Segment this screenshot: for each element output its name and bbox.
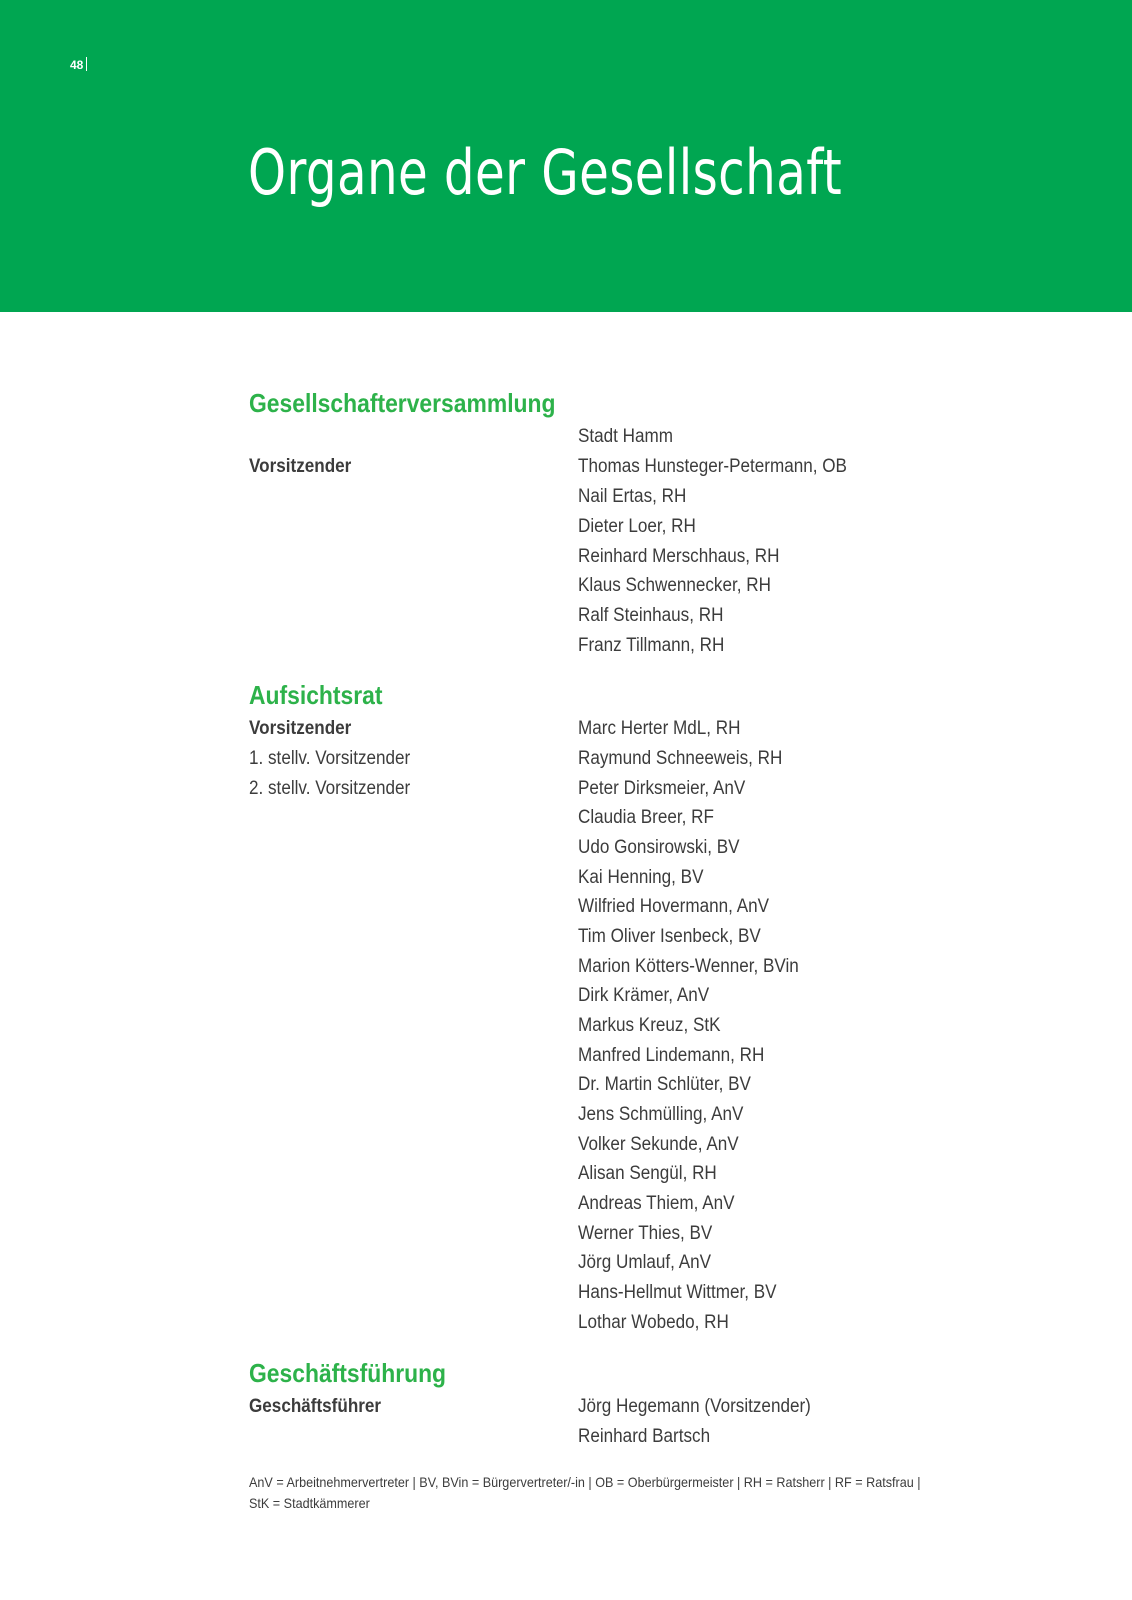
role-label: 2. stellv. Vorsitzender — [249, 778, 411, 799]
member-name: Ralf Steinhaus, RH — [578, 605, 724, 626]
member-name: Reinhard Merschhaus, RH — [578, 546, 780, 567]
role-label: 1. stellv. Vorsitzender — [249, 748, 411, 769]
member-name: Manfred Lindemann, RH — [578, 1045, 765, 1066]
member-name: Dirk Krämer, AnV — [578, 985, 710, 1006]
member-name: Volker Sekunde, AnV — [578, 1134, 739, 1155]
member-name: Claudia Breer, RF — [578, 807, 714, 828]
member-name: Udo Gonsirowski, BV — [578, 837, 740, 858]
member-name: Marc Herter MdL, RH — [578, 718, 741, 739]
role-label: Geschäftsführer — [249, 1396, 382, 1417]
member-name: Franz Tillmann, RH — [578, 635, 725, 656]
member-name: Wilfried Hovermann, AnV — [578, 896, 770, 917]
member-name: Stadt Hamm — [578, 426, 674, 447]
page-number: 48 — [70, 57, 87, 72]
role-label: Vorsitzender — [249, 718, 352, 739]
member-name: Klaus Schwennecker, RH — [578, 575, 771, 596]
member-name: Dieter Loer, RH — [578, 516, 696, 537]
member-name: Hans-Hellmut Wittmer, BV — [578, 1282, 777, 1303]
member-name: Markus Kreuz, StK — [578, 1015, 721, 1036]
member-name: Marion Kötters-Wenner, BVin — [578, 956, 799, 977]
section-heading-gesellschafterversammlung: Gesellschafterversammlung — [249, 388, 556, 418]
member-name: Werner Thies, BV — [578, 1223, 713, 1244]
member-name: Dr. Martin Schlüter, BV — [578, 1074, 751, 1095]
member-name: Nail Ertas, RH — [578, 486, 687, 507]
section-heading-geschaeftsfuehrung: Geschäftsführung — [249, 1358, 447, 1388]
page-number-divider — [86, 57, 87, 71]
member-name: Kai Henning, BV — [578, 867, 704, 888]
legend-line: StK = Stadtkämmerer — [249, 1495, 370, 1511]
abbreviation-legend — [249, 1472, 920, 1514]
member-name: Jens Schmülling, AnV — [578, 1104, 744, 1125]
section-heading-aufsichtsrat: Aufsichtsrat — [249, 680, 383, 710]
legend-line: AnV = Arbeitnehmervertreter | BV, BVin = Bürgervertreter/-in | OB = Oberbürgermeister | RH = Ratsherr | RF = Ratsfrau | — [249, 1474, 921, 1490]
header-banner — [0, 0, 1132, 312]
member-name: Lothar Wobedo, RH — [578, 1312, 729, 1333]
member-name: Tim Oliver Isenbeck, BV — [578, 926, 761, 947]
page-title: Organe der Gesellschaft — [248, 136, 843, 209]
member-name: Peter Dirksmeier, AnV — [578, 778, 746, 799]
member-name: Thomas Hunsteger-Petermann, OB — [578, 456, 847, 477]
member-name: Andreas Thiem, AnV — [578, 1193, 735, 1214]
member-name: Jörg Hegemann (Vorsitzender) — [578, 1396, 811, 1417]
member-name: Alisan Sengül, RH — [578, 1163, 717, 1184]
role-label: Vorsitzender — [249, 456, 352, 477]
member-name: Jörg Umlauf, AnV — [578, 1252, 712, 1273]
member-name: Reinhard Bartsch — [578, 1426, 711, 1447]
member-name: Raymund Schneeweis, RH — [578, 748, 783, 769]
